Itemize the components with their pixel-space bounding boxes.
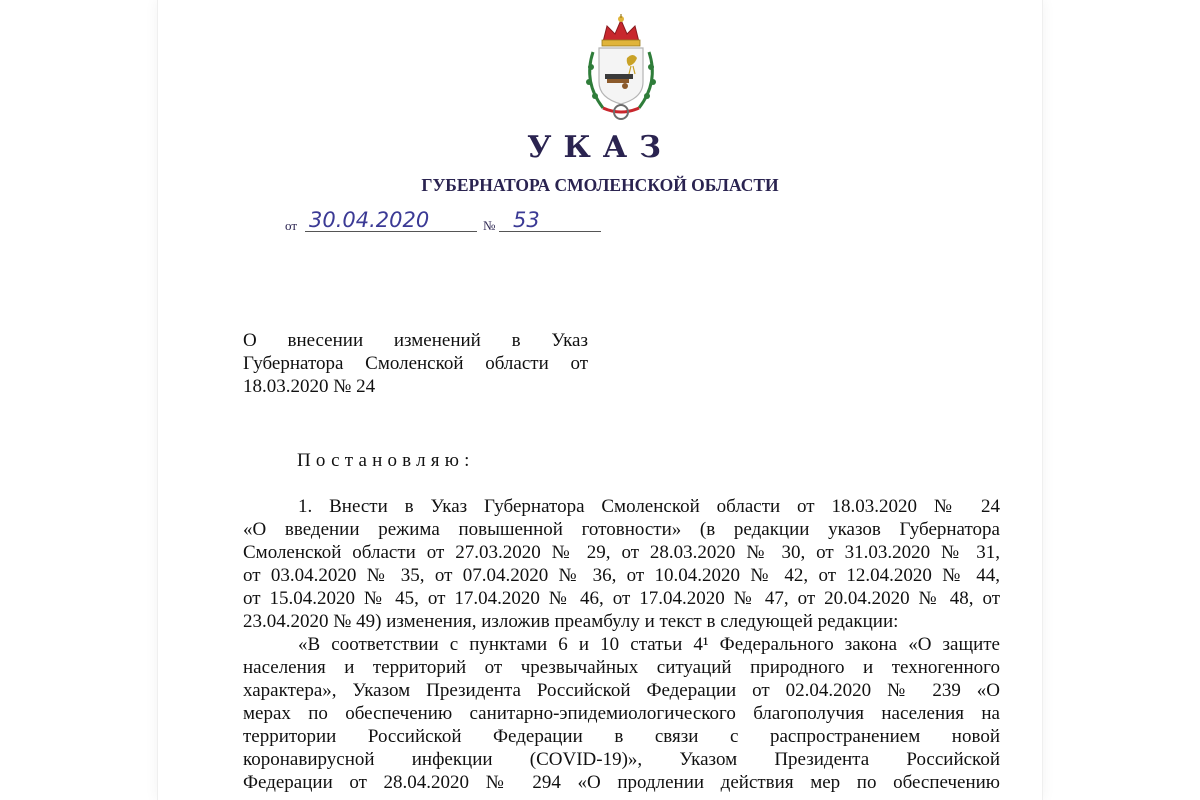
document-title: УКАЗ xyxy=(527,130,673,165)
document-subtitle: ГУБЕРНАТОРА СМОЛЕНСКОЙ ОБЛАСТИ xyxy=(421,175,779,195)
date-number-row xyxy=(285,208,625,236)
coat-of-arms-emblem xyxy=(573,12,669,124)
body-line: Смоленской области от 27.03.2020 № 29, от 28.03.2020 № 30, от 31.03.2020 № 31, xyxy=(243,542,1000,563)
handwritten-number: 53 xyxy=(513,208,540,232)
body-line: коронавирусной инфекции (COVID-19)», Указом Президента Российской xyxy=(243,749,1000,770)
body-line: «О введении режима повышенной готовности» (в редакции указов Губернатора xyxy=(243,519,1000,540)
body-line: мерах по обеспечению санитарно-эпидемиологического благополучия населения на xyxy=(243,703,1000,724)
body-line: территории Российской Федерации в связи с распространением новой xyxy=(243,726,1000,747)
decree-body xyxy=(243,495,1000,794)
body-line: Федерации от 28.04.2020 № 294 «О продлении действия мер по обеспечению xyxy=(243,772,1000,793)
handwritten-date: 30.04.2020 xyxy=(309,208,430,232)
number-prefix: № xyxy=(483,218,496,233)
body-line: 23.04.2020 № 49) изменения, изложив преамбулу и текст в следующей редакции: xyxy=(243,611,899,632)
body-line: населения и территорий от чрезвычайных ситуаций природного и техногенного xyxy=(243,657,1000,678)
body-line: от 03.04.2020 № 35, от 07.04.2020 № 36, от 10.04.2020 № 42, от 12.04.2020 № 44, xyxy=(243,565,1000,586)
date-prefix: от xyxy=(285,218,298,233)
body-line: 1. Внести в Указ Губернатора Смоленской области от 18.03.2020 № 24 xyxy=(298,496,1000,517)
body-line: «В соответствии с пунктами 6 и 10 статьи 4¹ Федерального закона «О защите xyxy=(298,634,1000,655)
heading-line: 18.03.2020 № 24 xyxy=(243,376,376,397)
body-line: от 15.04.2020 № 45, от 17.04.2020 № 46, от 17.04.2020 № 47, от 20.04.2020 № 48, от xyxy=(243,588,1000,609)
body-line: характера», Указом Президента Российской Федерации от 02.04.2020 № 239 «О xyxy=(243,680,1000,701)
decree-word: Постановляю: xyxy=(297,450,475,471)
heading-line: Губернатора Смоленской области от xyxy=(243,353,588,374)
heading-line: О внесении изменений в Указ xyxy=(243,330,588,351)
decree-heading xyxy=(243,329,588,398)
